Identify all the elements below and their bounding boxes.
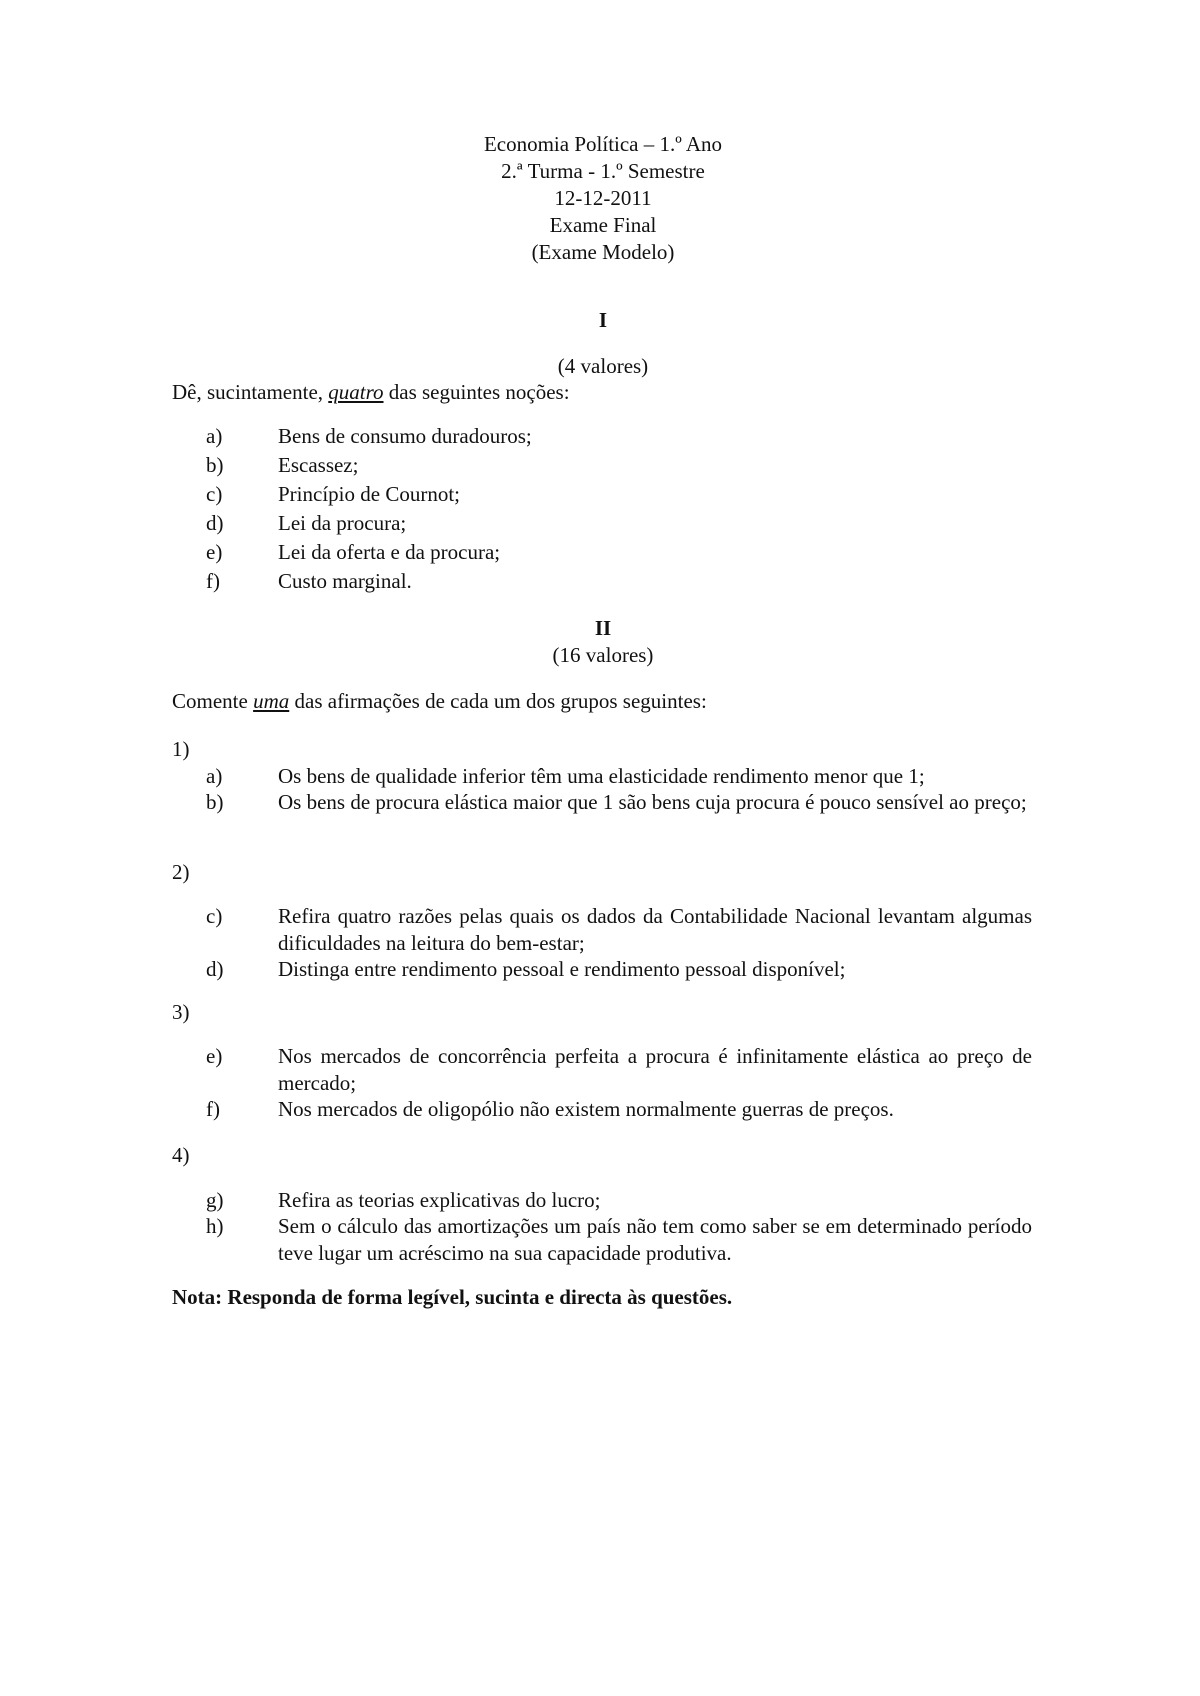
exam-type: Exame Final <box>549 213 657 237</box>
item-text: Princípio de Cournot; <box>278 482 460 506</box>
item-marker: a) <box>206 424 223 448</box>
item-marker: f) <box>206 1097 220 1121</box>
item-marker: d) <box>206 511 224 535</box>
section-1-numeral: I <box>598 308 608 332</box>
section-2-points: (16 valores) <box>552 643 654 667</box>
section-1-instruction <box>172 378 570 406</box>
exam-date: 12-12-2011 <box>554 186 652 210</box>
item-marker: g) <box>206 1188 224 1212</box>
instruction-emphasis: quatro <box>328 380 384 404</box>
item-text: Os bens de procura elástica maior que 1 são bens cuja procura é pouco sensível ao preço; <box>278 790 1027 814</box>
item-text: Refira as teorias explicativas do lucro; <box>278 1188 601 1212</box>
instruction-text: das seguintes noções: <box>383 380 570 404</box>
item-text: Custo marginal. <box>278 569 412 593</box>
exam-note: Nota: Responda de forma legível, sucinta e directa às questões. <box>172 1285 733 1309</box>
section-2-instruction <box>172 687 707 715</box>
item-marker: f) <box>206 569 220 593</box>
item-marker: h) <box>206 1214 224 1238</box>
group-label: 3) <box>172 1000 190 1024</box>
item-marker: a) <box>206 764 223 788</box>
item-text: Refira quatro razões pelas quais os dados da Contabilidade Nacional levantam algumas dificuldades na leitura do bem-estar; <box>278 904 1032 955</box>
item-text: Sem o cálculo das amortizações um país não tem como saber se em determinado período teve lugar um acréscimo na sua capacidade produtiva. <box>278 1214 1032 1265</box>
item-marker: b) <box>206 790 224 814</box>
item-marker: d) <box>206 957 224 981</box>
item-text: Nos mercados de oligopólio não existem normalmente guerras de preços. <box>278 1097 894 1121</box>
item-text: Lei da procura; <box>278 511 407 535</box>
item-text: Lei da oferta e da procura; <box>278 540 501 564</box>
section-2-numeral: II <box>594 616 612 640</box>
item-marker: e) <box>206 540 223 564</box>
item-marker: b) <box>206 453 224 477</box>
item-marker: e) <box>206 1044 223 1068</box>
item-text: Os bens de qualidade inferior têm uma elasticidade rendimento menor que 1; <box>278 764 925 788</box>
instruction-text: Dê, sucintamente, <box>172 380 329 404</box>
class-semester: 2.ª Turma - 1.º Semestre <box>501 159 705 183</box>
group-label: 1) <box>172 737 190 761</box>
instruction-emphasis: uma <box>253 689 290 713</box>
item-text: Bens de consumo duradouros; <box>278 424 532 448</box>
item-text: Escassez; <box>278 453 359 477</box>
group-label: 4) <box>172 1143 190 1167</box>
exam-subtitle: (Exame Modelo) <box>531 240 675 264</box>
section-1-points: (4 valores) <box>557 354 649 378</box>
item-text: Nos mercados de concorrência perfeita a procura é infinitamente elástica ao preço de mercado; <box>278 1044 1032 1095</box>
instruction-text: Comente <box>172 689 254 713</box>
item-marker: c) <box>206 904 223 928</box>
item-text: Distinga entre rendimento pessoal e rendimento pessoal disponível; <box>278 957 846 981</box>
item-marker: c) <box>206 482 223 506</box>
exam-page <box>172 0 1034 1696</box>
group-label: 2) <box>172 860 190 884</box>
course-title: Economia Política – 1.º Ano <box>483 132 723 156</box>
instruction-text: das afirmações de cada um dos grupos seguintes: <box>289 689 707 713</box>
